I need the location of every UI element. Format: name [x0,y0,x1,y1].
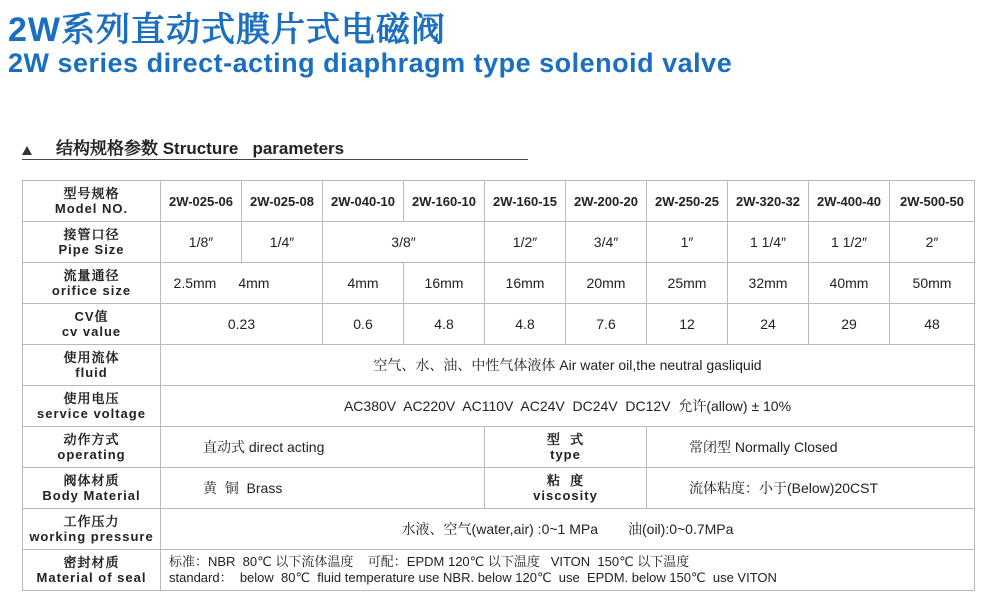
orifice-cell: 40mm [809,263,890,304]
table-row-cv [23,304,975,345]
seal-line-en: standard： below 80℃ fluid temperature use NBR. below 120℃ use EPDM. below 150℃ use VITON [169,570,777,585]
orifice-cell: 16mm [485,263,566,304]
table-row-pipe [23,222,975,263]
table-row-orifice [23,263,975,304]
orifice-cell [161,263,323,304]
cv-cell: 12 [647,304,728,345]
table-row-voltage [23,386,975,427]
pressure-cell [161,509,975,550]
model-cell: 2W-160-15 [485,181,566,222]
table-row-model [23,181,975,222]
pipe-cell: 3/4″ [566,222,647,263]
operating-cell: 直动式 direct acting [161,427,485,468]
orifice-cell: 20mm [566,263,647,304]
viscosity-cell: 流体粘度：小于(Below)20CST [647,468,975,509]
model-cell: 2W-025-06 [161,181,242,222]
orifice-value: 2.5mm [173,275,217,291]
row-header: 阀体材质 Body Material [23,468,161,509]
model-cell: 2W-400-40 [809,181,890,222]
row-header: CV值 cv value [23,304,161,345]
cv-cell: 4.8 [485,304,566,345]
cv-cell: 0.23 [161,304,323,345]
row-header: 使用流体 fluid [23,345,161,386]
table-row-body [23,468,975,509]
section-header [22,131,528,160]
section-title: 结构规格参数 Structure parameters [56,139,345,158]
pressure-oil: 油(oil):0~0.7MPa [628,521,734,537]
cv-cell: 48 [890,304,975,345]
type-header: 型 式 type [485,427,647,468]
pipe-cell: 1″ [647,222,728,263]
fluid-cell: 空气、水、油、中性气体液体 Air water oil,the neutral gasliquid [161,345,975,386]
table-row-seal [23,550,975,591]
row-header: 密封材质 Material of seal [23,550,161,591]
row-header: 接管口径 Pipe Size [23,222,161,263]
row-header: 工作压力 working pressure [23,509,161,550]
model-cell: 2W-040-10 [323,181,404,222]
row-header: 流量通径 orifice size [23,263,161,304]
orifice-cell: 50mm [890,263,975,304]
viscosity-header: 粘 度 viscosity [485,468,647,509]
orifice-cell: 4mm [323,263,404,304]
pipe-cell: 1 1/2″ [809,222,890,263]
table-row-pressure [23,509,975,550]
type-cell: 常闭型 Normally Closed [647,427,975,468]
model-cell: 2W-500-50 [890,181,975,222]
model-cell: 2W-250-25 [647,181,728,222]
model-cell: 2W-025-08 [242,181,323,222]
cv-cell: 29 [809,304,890,345]
orifice-cell: 25mm [647,263,728,304]
cv-cell: 24 [728,304,809,345]
orifice-value: 4mm [238,275,270,291]
row-header: 型号规格 Model NO. [23,181,161,222]
pipe-cell: 1/2″ [485,222,566,263]
model-cell: 2W-320-32 [728,181,809,222]
seal-line-cn: 标准：NBR 80℃ 以下流体温度 可配：EPDM 120℃ 以下温度 VITON 150℃ 以下温度 [169,554,690,569]
body-cell: 黄 铜 Brass [161,468,485,509]
page-title-cn: 2W系列直动式膜片式电磁阀 [8,11,446,49]
seal-cell [161,550,975,591]
pipe-cell: 1/4″ [242,222,323,263]
spec-table [22,180,975,591]
orifice-cell: 16mm [404,263,485,304]
triangle-icon [22,146,32,155]
pressure-water: 水液、空气(water,air) :0~1 MPa [401,521,598,537]
cv-cell: 0.6 [323,304,404,345]
pipe-cell: 3/8″ [323,222,485,263]
model-cell: 2W-160-10 [404,181,485,222]
orifice-cell: 32mm [728,263,809,304]
pipe-cell: 1/8″ [161,222,242,263]
model-cell: 2W-200-20 [566,181,647,222]
page-title-en: 2W series direct-acting diaphragm type solenoid valve [8,48,733,78]
pipe-cell: 2″ [890,222,975,263]
row-header: 动作方式 operating [23,427,161,468]
table-row-operating [23,427,975,468]
cv-cell: 4.8 [404,304,485,345]
cv-cell: 7.6 [566,304,647,345]
row-header: 使用电压 service voltage [23,386,161,427]
voltage-cell: AC380V AC220V AC110V AC24V DC24V DC12V 允许(allow) ± 10% [161,386,975,427]
pipe-cell: 1 1/4″ [728,222,809,263]
table-row-fluid [23,345,975,386]
